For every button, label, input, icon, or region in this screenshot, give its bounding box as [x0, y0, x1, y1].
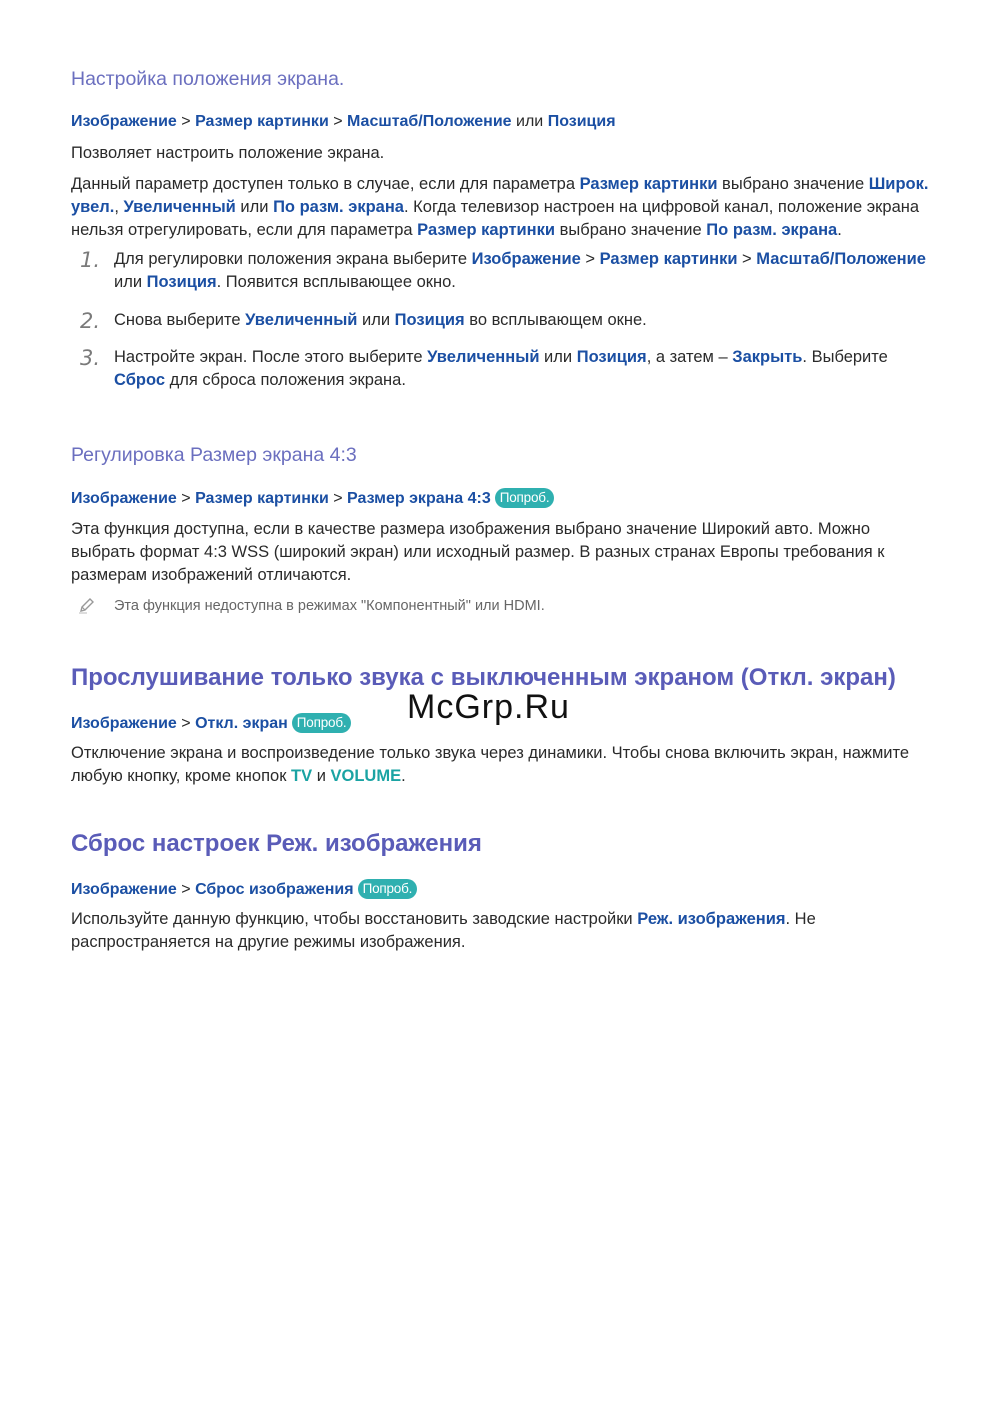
- path-item[interactable]: Изображение: [71, 113, 177, 130]
- pencil-icon: [78, 596, 96, 614]
- step-number: 2.: [80, 309, 101, 333]
- section-paragraph: Используйте данную функцию, чтобы восстановить заводские настройки Реж. изображения. Не распространяется на другие режимы изображения.: [71, 910, 816, 951]
- path-separator: >: [181, 715, 191, 732]
- path-separator: >: [333, 113, 343, 130]
- menu-path: [71, 879, 933, 899]
- step-number: 3.: [80, 346, 101, 370]
- section-paragraph: Данный параметр доступен только в случае, если для параметра Размер картинки выбрано значение Широк. увел., Увеличенный или По разм. экрана. Когда телевизор настроен на цифровой канал, положение экрана нельзя отрегулировать, если для параметра Размер картинки выбрано значение По разм. экрана.: [71, 175, 929, 239]
- path-item[interactable]: Размер картинки: [195, 113, 329, 130]
- section-title-reset-picture: Сброс настроек Реж. изображения: [71, 830, 482, 857]
- try-now-badge[interactable]: Попроб.: [292, 713, 352, 733]
- path-item[interactable]: Размер экрана 4:3: [347, 490, 491, 507]
- path-item[interactable]: Размер картинки: [195, 490, 329, 507]
- path-item[interactable]: Изображение: [71, 881, 177, 898]
- section-description: Позволяет настроить положение экрана.: [71, 144, 385, 162]
- path-separator: >: [333, 490, 343, 507]
- path-separator: >: [181, 113, 191, 130]
- path-item[interactable]: Изображение: [71, 490, 177, 507]
- step-text: Снова выберите Увеличенный или Позиция во всплывающем окне.: [114, 311, 647, 329]
- path-item[interactable]: Откл. экран: [195, 715, 288, 732]
- path-item[interactable]: Сброс изображения: [195, 881, 354, 898]
- try-now-badge[interactable]: Попроб.: [358, 879, 418, 899]
- path-item[interactable]: Изображение: [71, 715, 177, 732]
- try-now-badge[interactable]: Попроб.: [495, 488, 555, 508]
- section-title-screen-position: Настройка положения экрана.: [71, 68, 345, 90]
- section-title-screen-off: Прослушивание только звука с выключенным экраном (Откл. экран): [71, 664, 896, 691]
- step-text: Настройте экран. После этого выберите Увеличенный или Позиция, а затем – Закрыть. Выберите Сброс для сброса положения экрана.: [114, 348, 888, 389]
- section-paragraph: Отключение экрана и воспроизведение только звука через динамики. Чтобы снова включить экран, нажмите любую кнопку, кроме кнопок TV и VOLUME.: [71, 744, 910, 785]
- note-text: Эта функция недоступна в режимах "Компонентный" или HDMI.: [114, 598, 545, 614]
- menu-path: [71, 488, 933, 508]
- menu-path: [71, 113, 933, 131]
- step-number: 1.: [80, 248, 101, 272]
- section-paragraph: Эта функция доступна, если в качестве размера изображения выбрано значение Широкий авто. Можно выбрать формат 4:3 WSS (широкий экран) или исходный размер. В разных странах Европы требования к размерам изображений отличаются.: [71, 520, 885, 584]
- step-text: Для регулировки положения экрана выберите Изображение > Размер картинки > Масштаб/Положение или Позиция. Появится всплывающее окно.: [114, 250, 926, 291]
- path-item[interactable]: Масштаб/Положение: [347, 113, 512, 130]
- path-separator: >: [181, 490, 191, 507]
- path-separator: >: [181, 881, 191, 898]
- path-item[interactable]: Позиция: [547, 113, 616, 130]
- section-title-4-3: Регулировка Размер экрана 4:3: [71, 444, 357, 466]
- path-or-text: или: [516, 113, 544, 130]
- watermark: McGrp.Ru: [407, 688, 570, 726]
